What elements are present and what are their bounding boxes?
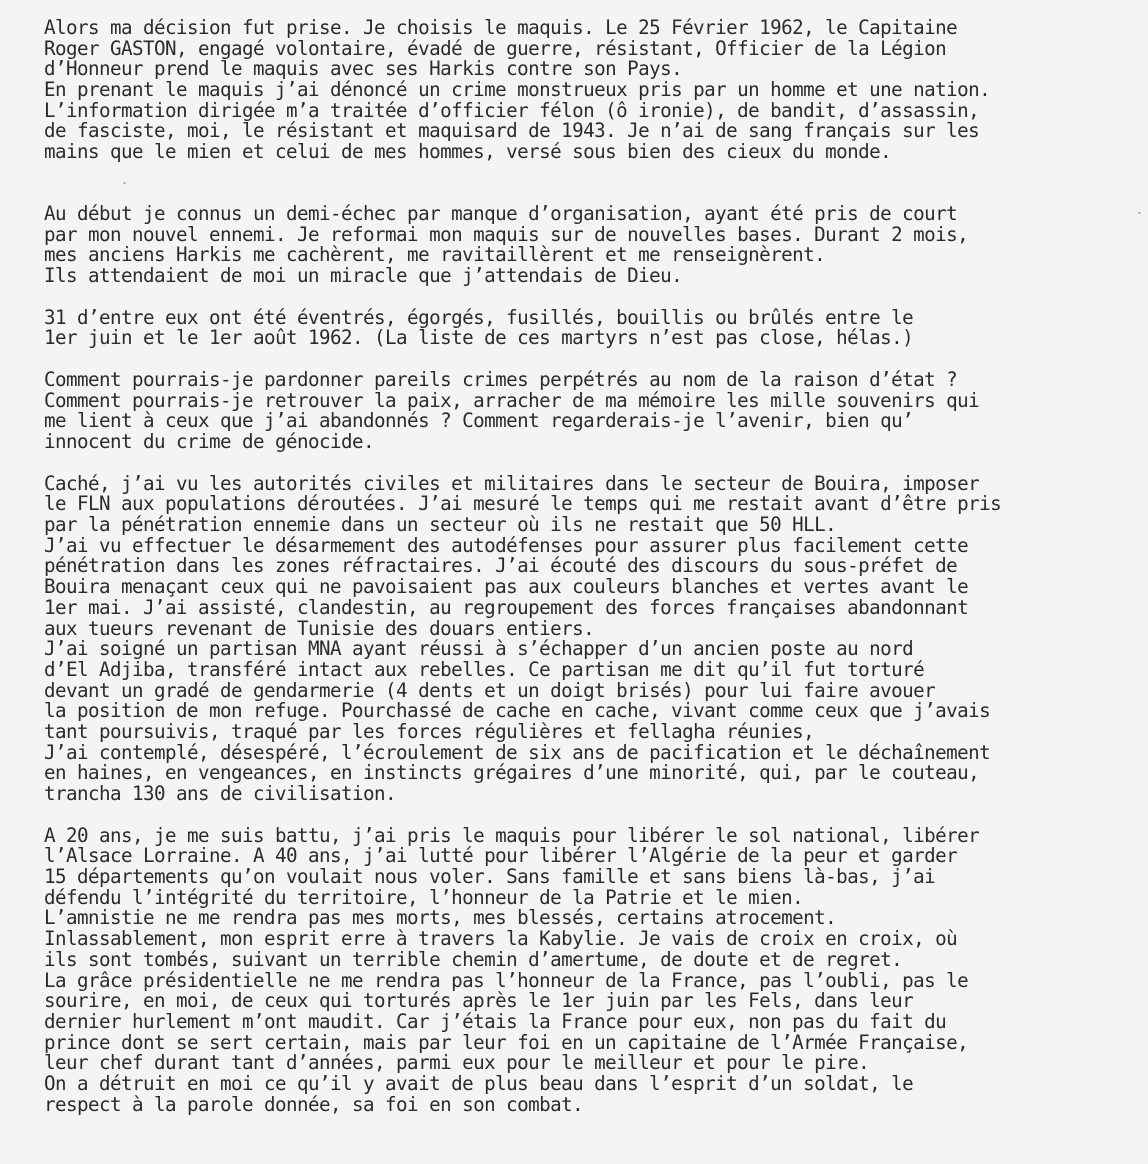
text-line: Comment pourrais-je retrouver la paix, arracher de ma mémoire les mille souvenirs qui (44, 388, 980, 412)
text-line: J’ai vu effectuer le désarmement des autodéfenses pour assurer plus facilement cette (44, 533, 969, 557)
text-line: leur chef durant tant d’années, parmi eux pour le meilleur et pour le pire. (44, 1051, 870, 1075)
paragraph-debut (44, 201, 1124, 287)
text-line: pénétration dans les zones réfractaires. J’ai écouté des discours du sous-préfet de (44, 554, 958, 578)
text-line: Comment pourrais-je pardonner pareils crimes perpétrés au nom de la raison d’état ? (44, 367, 958, 391)
text-line: dernier hurlement m’ont maudit. Car j’étais la France pour eux, non pas du fait du (44, 1009, 947, 1033)
paragraph-spacer (44, 453, 1124, 474)
text-line: respect à la parole donnée, sa foi en son combat. (44, 1092, 584, 1116)
text-line: 1er juin et le 1er août 1962. (La liste de ces martyrs n’est pas close, hélas.) (44, 326, 914, 350)
text-line: en haines, en vengeances, en instincts grégaires d’une minorité, qui, par le couteau, (44, 761, 980, 785)
text-line: Ils attendaient de moi un miracle que j’attendais de Dieu. (44, 263, 683, 287)
text-line: A 20 ans, je me suis battu, j’ai pris le maquis pour libérer le sol national, libérer (44, 823, 980, 847)
text-line: par la pénétration ennemie dans un secteur où ils ne restait que 50 HLL. (44, 513, 837, 537)
text-line: 15 départements qu’on voulait nous voler. Sans famille et sans biens là-bas, j’ai (44, 865, 936, 889)
text-line: me lient à ceux que j’ai abandonnés ? Comment regarderais-je l’avenir, bien qu’ (44, 409, 914, 433)
text-line: L’amnistie ne me rendra pas mes morts, mes blessés, certains atrocement. (44, 906, 837, 930)
text-line: innocent du crime de génocide. (44, 430, 375, 453)
text-line: En prenant le maquis j’ai dénoncé un crime monstrueux pris par un homme et une nation. (44, 78, 991, 102)
text-line: On a détruit en moi ce qu’il y avait de plus beau dans l’esprit d’un soldat, le (44, 1071, 914, 1095)
text-line: défendu l’intégrité du territoire, l’honneur de la Patrie et le mien. (44, 885, 804, 909)
text-line: La grâce présidentielle ne me rendra pas l’honneur de la France, pas l’oubli, pas le (44, 968, 969, 992)
text-line: sourire, en moi, de ceux qui torturés après le 1er juin par les Fels, dans leur (44, 989, 914, 1013)
text-line: Bouira menaçant ceux qui ne pavoisaient pas aux couleurs blanches et vertes avant le (44, 575, 969, 599)
paragraph-spacer (44, 163, 1124, 204)
text-line: mains que le mien et celui de mes hommes, versé sous bien des cieux du monde. (44, 140, 892, 164)
paragraph-spacer (44, 805, 1124, 826)
text-line: l’Alsace Lorraine. A 40 ans, j’ai lutté pour libérer l’Algérie de la peur et garder (44, 844, 958, 868)
scan-speck (1138, 212, 1141, 214)
document-body (44, 18, 1124, 1115)
text-line: d’El Adjiba, transféré intact aux rebelles. Ce partisan me dit qu’il fut torturé (44, 657, 925, 681)
text-line: Caché, j’ai vu les autorités civiles et militaires dans le secteur de Bouira, imposer (44, 471, 980, 495)
text-line: 1er mai. J’ai assisté, clandestin, au regroupement des forces françaises abandonnant (44, 595, 969, 619)
paragraph-spacer (44, 287, 1124, 308)
text-line: Inlassablement, mon esprit erre à travers la Kabylie. Je vais de croix en croix, où (44, 927, 958, 951)
text-line: Alors ma décision fut prise. Je choisis le maquis. Le 25 Février 1962, le Capitaine (44, 16, 958, 39)
text-line: aux tueurs revenant de Tunisie des douars entiers. (44, 616, 595, 640)
text-line: prince dont se sert certain, mais par leur foi en un capitaine de l’Armée Française, (44, 1030, 969, 1054)
text-line: de fasciste, moi, le résistant et maquisard de 1943. Je n’ai de sang français sur les (44, 119, 980, 143)
paragraph-decision (44, 18, 1124, 163)
paragraph-vingt-ans (44, 823, 1124, 1116)
text-line: J’ai soigné un partisan MNA ayant réussi à s’échapper d’un ancien poste au nord (44, 637, 914, 661)
text-line: L’information dirigée m’a traitée d’officier félon (ô ironie), de bandit, d’assassin, (44, 98, 980, 122)
text-line: devant un gradé de gendarmerie (4 dents et un doigt brisés) pour lui faire avouer (44, 678, 936, 702)
text-line: ils sont tombés, suivant un terrible chemin d’amertume, de doute et de regret. (44, 947, 903, 971)
text-line: J’ai contemplé, désespéré, l’écroulement de six ans de pacification et le déchaînement (44, 740, 991, 764)
text-line: tant poursuivis, traqué par les forces régulières et fellagha réunies, (44, 719, 815, 743)
paragraph-spacer (44, 349, 1124, 370)
text-line: par mon nouvel ennemi. Je reformai mon maquis sur de nouvelles bases. Durant 2 mois, (44, 222, 969, 246)
text-line: 31 d’entre eux ont été éventrés, égorgés, fusillés, bouillis ou brûlés entre le (44, 305, 914, 329)
text-line: la position de mon refuge. Pourchassé de cache en cache, vivant comme ceux que j’avais (44, 699, 991, 723)
text-line: Roger GASTON, engagé volontaire, évadé de guerre, résistant, Officier de la Légion (44, 36, 947, 60)
paragraph-cache (44, 471, 1124, 805)
text-line: d’Honneur prend le maquis avec ses Harkis contre son Pays. (44, 57, 683, 81)
paragraph-martyrs (44, 305, 1124, 350)
text-line: le FLN aux populations déroutées. J’ai mesuré le temps qui me restait avant d’être pris (44, 492, 1002, 516)
text-line: Au début je connus un demi-échec par manque d’organisation, ayant été pris de court (44, 201, 958, 225)
text-line: trancha 130 ans de civilisation. (44, 782, 397, 805)
text-line: mes anciens Harkis me cachèrent, me ravitaillèrent et me renseignèrent. (44, 243, 826, 267)
paragraph-pardon (44, 367, 1124, 453)
